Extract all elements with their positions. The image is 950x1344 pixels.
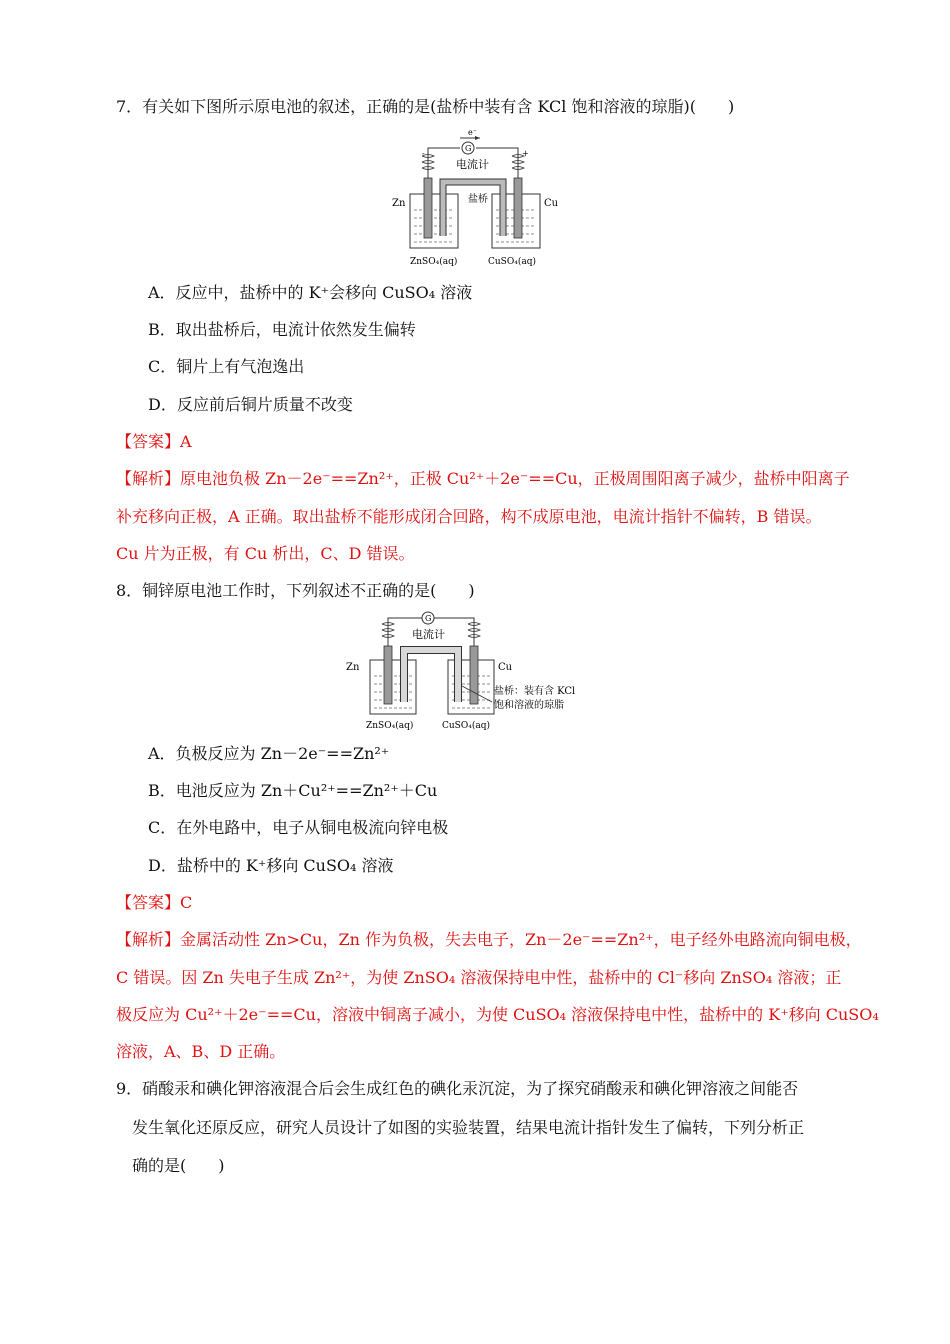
cuso4-label: CuSO₄(aq) [442, 721, 490, 731]
galvanometer-g-label: G [465, 144, 472, 153]
q9-stem-line-2: 发生氧化还原反应，研究人员设计了如图的实验装置，结果电流计指针发生了偏转，下列分析正 [132, 1118, 805, 1137]
zn-label: Zn [392, 198, 406, 209]
q8-galvanic-cell-figure [342, 606, 602, 734]
cu-label: Cu [544, 198, 559, 209]
q7-answer: 【答案】A [116, 432, 192, 451]
zn-label: Zn [346, 662, 360, 673]
q8-analysis-line-1: 【解析】金属活动性 Zn>Cu，Zn 作为负极，失去电子，Zn－2e⁻==Zn²⁺，电子经外电路流向铜电极， [116, 930, 862, 949]
q7-analysis-line-2: 补充移向正极，A 正确。取出盐桥不能形成闭合回路，构不成原电池，电流计指针不偏转，B 错误。 [116, 507, 822, 526]
galvanometer-g-label: G [425, 614, 432, 623]
q8-analysis-line-2: C 错误。因 Zn 失电子生成 Zn²⁺，为使 ZnSO₄ 溶液保持电中性，盐桥中的 Cl⁻移向 ZnSO₄ 溶液；正 [116, 968, 842, 987]
bridge-note-2: 饱和溶液的琼脂 [494, 700, 564, 711]
cu-label: Cu [498, 662, 513, 673]
q8-analysis-line-3: 极反应为 Cu²⁺＋2e⁻==Cu，溶液中铜离子减小，为使 CuSO₄ 溶液保持电中性，盐桥中的 K⁺移向 CuSO₄ [116, 1005, 879, 1024]
q7-option-d: D．反应前后铜片质量不改变 [148, 395, 353, 414]
q8-option-a: A．负极反应为 Zn－2e⁻==Zn²⁺ [148, 744, 390, 763]
bridge-label: 盐桥 [468, 194, 488, 205]
q8-option-b: B．电池反应为 Zn＋Cu²⁺==Zn²⁺＋Cu [148, 781, 438, 800]
q9-stem-line-1: 9．硝酸汞和碘化钾溶液混合后会生成红色的碘化汞沉淀，为了探究硝酸汞和碘化钾溶液之间能否 [116, 1079, 799, 1098]
q8-stem: 8．铜锌原电池工作时，下列叙述不正确的是( ) [116, 581, 475, 600]
q7-analysis-line-3: Cu 片为正极，有 Cu 析出，C、D 错误。 [116, 544, 415, 563]
bridge-note-1: 盐桥：装有含 KCl [494, 686, 576, 697]
q9-stem-line-3: 确的是( ) [132, 1156, 225, 1175]
q7-option-b: B．取出盐桥后，电流计依然发生偏转 [148, 320, 416, 339]
plus-label: + [522, 149, 529, 158]
q8-option-d: D．盐桥中的 K⁺移向 CuSO₄ 溶液 [148, 856, 394, 875]
minus-label: - [422, 149, 425, 158]
znso4-label: ZnSO₄(aq) [410, 257, 458, 267]
cuso4-label: CuSO₄(aq) [488, 257, 536, 267]
q7-option-a: A．反应中，盐桥中的 K⁺会移向 CuSO₄ 溶液 [148, 283, 473, 302]
q8-analysis-line-4: 溶液，A、B、D 正确。 [116, 1042, 286, 1061]
meter-label: 电流计 [456, 158, 489, 171]
q7-stem: 7．有关如下图所示原电池的叙述，正确的是(盐桥中装有含 KCl 饱和溶液的琼脂)( ) [116, 97, 735, 116]
q8-option-c: C．在外电路中，电子从铜电极流向锌电极 [148, 818, 449, 837]
q7-galvanic-cell-figure [388, 126, 568, 271]
q7-option-c: C．铜片上有气泡逸出 [148, 357, 305, 376]
q8-answer: 【答案】C [116, 893, 193, 912]
q7-analysis-line-1: 【解析】原电池负极 Zn－2e⁻==Zn²⁺，正极 Cu²⁺＋2e⁻==Cu，正极周围阳离子减少，盐桥中阳离子 [116, 469, 850, 488]
electron-label: e⁻ [468, 128, 477, 137]
znso4-label: ZnSO₄(aq) [366, 721, 414, 731]
meter-label: 电流计 [412, 628, 445, 641]
